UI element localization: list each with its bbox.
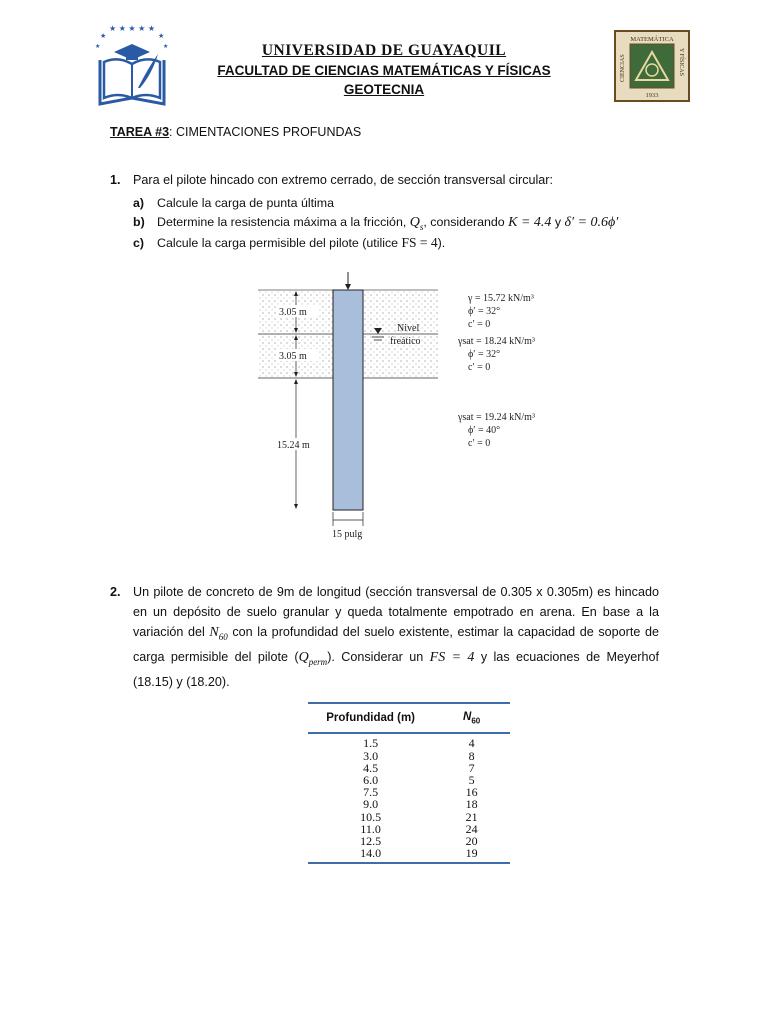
table-row: 12.5 20 xyxy=(360,833,478,848)
fs-symbol: FS = 4 xyxy=(429,649,475,665)
question-1-number: 1. xyxy=(110,173,121,187)
table-row: 9.0 18 xyxy=(363,797,478,812)
table-row: 3.0 8 xyxy=(363,748,475,763)
dimension-label-3: 15.24 m xyxy=(277,440,310,451)
assignment-title xyxy=(110,125,361,139)
dimension-label-2: 3.05 m xyxy=(279,351,307,362)
assignment-label: TAREA #3 xyxy=(110,125,170,139)
spt-table xyxy=(308,702,510,864)
table-row: 10.5 21 xyxy=(360,809,478,824)
svg-text:★: ★ xyxy=(95,43,101,50)
item-c-fs: FS = 4 xyxy=(401,235,438,250)
svg-text:★: ★ xyxy=(163,43,169,50)
water-table-label-2: freático xyxy=(390,336,421,347)
item-b-text2: , considerando xyxy=(423,215,509,229)
pile-figure xyxy=(250,270,570,545)
university-name: UNIVERSIDAD DE GUAYAQUIL xyxy=(261,42,507,59)
layer1-gamma: γ = 15.72 kN/m³ xyxy=(468,293,534,304)
layer3-c: c′ = 0 xyxy=(468,438,491,449)
water-table-label-1: Nivel xyxy=(397,323,420,334)
table-row: 6.0 5 xyxy=(363,772,475,787)
logo-text-year: 1933 xyxy=(645,92,659,99)
layer3-phi: ϕ′ = 40° xyxy=(468,425,501,436)
item-c-text2: ). xyxy=(437,236,446,250)
layer2-gamma: γsat = 18.24 kN/m³ xyxy=(458,336,535,347)
layer3-gamma: γsat = 19.24 kN/m³ xyxy=(458,412,535,423)
column-header-depth: Profundidad (m) xyxy=(308,703,433,733)
item-b-qs: $Q_s$ xyxy=(409,215,424,232)
qperm-symbol: $Q_{perm}$ xyxy=(298,649,328,667)
table-row: 14.0 19 xyxy=(308,847,510,863)
dimension-label-1: 3.05 m xyxy=(279,307,307,318)
item-c-text: Calcule la carga permisible del pilote (utilice xyxy=(157,236,402,250)
university-logo xyxy=(92,22,172,108)
svg-text:★: ★ xyxy=(100,32,107,40)
item-b-text3: y xyxy=(551,215,565,229)
item-b-delta: δ′ = 0.6ϕ′ xyxy=(564,215,619,230)
table-row: 11.0 24 xyxy=(360,821,478,836)
layer1-c: c′ = 0 xyxy=(468,319,491,330)
item-b-label: b) xyxy=(133,215,145,229)
svg-text:★: ★ xyxy=(158,32,165,40)
table-row: 7.5 16 xyxy=(363,785,478,800)
question-1-text: Para el pilote hincado con extremo cerrado, de sección transversal circular: xyxy=(133,173,553,187)
question-2-number: 2. xyxy=(110,585,121,599)
question-1-item-c xyxy=(133,235,445,251)
item-a-text: Calcule la carga de punta última xyxy=(157,196,335,210)
logo-text-right: Y FÍSICAS xyxy=(678,48,684,76)
item-b-k: K = 4.4 xyxy=(508,215,552,230)
pile xyxy=(333,290,363,510)
assignment-topic: : CIMENTACIONES PROFUNDAS xyxy=(169,125,362,139)
logo-text-top: MATEMÁTICA xyxy=(630,36,674,43)
table-row: 4.5 7 xyxy=(363,760,475,775)
svg-text:★ ★ ★ ★ ★: ★ ★ ★ ★ ★ xyxy=(108,24,156,33)
question-2-text: Un pilote de concreto de 9m de longitud (sección transversal de 0.305 x 0.305m) es hincado en un depósito de suelo granular y queda totalmente empotrado en arena. En base a la variación del $N_{60}$ con la profundidad del suelo existente, estimar la capacidad de soporte de carga permisible del pilote $(Q_{perm})$. Considerar un FS = 4 y las ecuaciones de Meyerhof (18.15) y (18.20). xyxy=(133,585,659,689)
question-1-item-a xyxy=(133,196,334,210)
logo-text-left: CIENCIAS xyxy=(620,54,626,82)
subject-name: GEOTECNIA xyxy=(343,82,425,97)
pile-width-label: 15 pulg xyxy=(332,529,363,540)
faculty-name: FACULTAD DE CIENCIAS MATEMÁTICAS Y FÍSICAS xyxy=(217,63,551,78)
item-b-text: Determine la resistencia máxima a la fricción, xyxy=(157,215,410,229)
faculty-logo xyxy=(614,30,690,102)
item-a-label: a) xyxy=(133,196,145,210)
item-c-label: c) xyxy=(133,236,145,250)
column-header-n60: $N_{60}$ xyxy=(433,703,510,733)
table-row: 1.5 4 xyxy=(363,736,475,751)
question-1-item-b xyxy=(133,215,618,232)
layer1-phi: ϕ′ = 32° xyxy=(468,306,501,317)
layer2-c: c′ = 0 xyxy=(468,362,491,373)
layer2-phi: ϕ′ = 32° xyxy=(468,349,501,360)
n60-symbol: $N_{60}$ xyxy=(209,625,228,642)
question-1 xyxy=(110,170,553,190)
